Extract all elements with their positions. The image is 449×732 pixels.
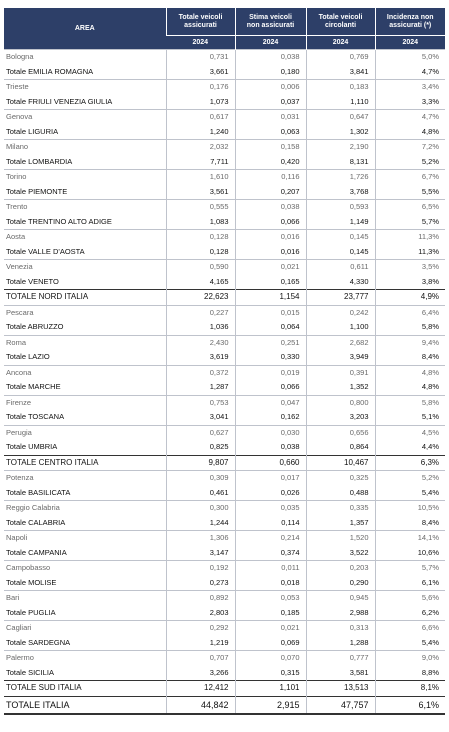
cell-incidence: 5,8% [375,320,445,335]
cell-incidence: 3,8% [375,275,445,290]
table-row-region-total [4,245,445,260]
cell-incidence: 6,6% [375,621,445,636]
cell-incidence: 10,5% [375,501,445,516]
cell-insured: 0,892 [166,591,235,606]
cell-area: Genova [4,110,166,125]
cell-uninsured: 0,660 [235,455,306,471]
cell-incidence: 4,8% [375,380,445,395]
cell-circulating: 0,242 [306,305,375,320]
cell-uninsured: 0,006 [235,80,306,95]
table-row-city [4,170,445,185]
table-row-macro-total [4,290,445,306]
header-area: AREA [4,8,166,50]
cell-incidence: 6,4% [375,305,445,320]
cell-incidence: 5,2% [375,155,445,170]
cell-area: Totale FRIULI VENEZIA GIULIA [6,96,113,106]
cell-circulating: 1,357 [306,516,375,531]
table-row-region-total [4,486,445,501]
cell-area: Totale VENETO [6,276,59,286]
cell-area: Roma [4,335,166,350]
cell-area: Torino [4,170,166,185]
cell-uninsured: 0,021 [235,260,306,275]
cell-area: Palermo [4,651,166,666]
cell-area: Potenza [4,471,166,486]
cell-insured: 0,461 [166,486,235,501]
cell-incidence: 11,3% [375,245,445,260]
cell-incidence: 11,3% [375,230,445,245]
cell-circulating: 1,352 [306,380,375,395]
table-row-city [4,531,445,546]
cell-insured: 1,083 [166,215,235,230]
cell-area: TOTALE ITALIA [4,696,166,714]
cell-insured: 1,610 [166,170,235,185]
cell-insured: 0,731 [166,50,235,65]
header-circulating: Totale veicoli circolanti [306,8,375,36]
cell-circulating: 8,131 [306,155,375,170]
cell-uninsured: 0,031 [235,110,306,125]
cell-circulating: 0,145 [306,230,375,245]
cell-area: Reggio Calabria [4,501,166,516]
table-row-region-total [4,380,445,395]
cell-incidence: 6,7% [375,170,445,185]
vehicles-table-container [4,8,445,715]
cell-area: Totale PUGLIA [6,607,56,617]
cell-circulating: 3,522 [306,546,375,561]
cell-uninsured: 0,018 [235,576,306,591]
cell-uninsured: 0,214 [235,531,306,546]
cell-uninsured: 0,330 [235,350,306,365]
cell-insured: 3,266 [166,666,235,681]
table-row-city [4,471,445,486]
cell-insured: 1,244 [166,516,235,531]
cell-area: Milano [4,140,166,155]
cell-incidence: 4,9% [375,290,445,306]
cell-uninsured: 2,915 [235,696,306,714]
cell-insured: 0,300 [166,501,235,516]
table-row-city [4,395,445,410]
insurance-vehicles-table [4,8,445,715]
cell-uninsured: 0,066 [235,215,306,230]
cell-insured: 0,825 [166,440,235,455]
cell-insured: 0,372 [166,365,235,380]
cell-circulating: 4,330 [306,275,375,290]
table-row-city [4,200,445,215]
cell-uninsured: 0,016 [235,245,306,260]
cell-uninsured: 0,180 [235,65,306,80]
cell-insured: 1,036 [166,320,235,335]
cell-area: Firenze [4,395,166,410]
cell-area: Trento [4,200,166,215]
table-row-region-total [4,576,445,591]
cell-incidence: 6,1% [375,576,445,591]
cell-insured: 0,555 [166,200,235,215]
cell-area: Totale CAMPANIA [6,547,67,557]
cell-incidence: 5,5% [375,185,445,200]
cell-uninsured: 0,017 [235,471,306,486]
cell-uninsured: 0,038 [235,440,306,455]
cell-area: TOTALE SUD ITALIA [4,681,166,697]
cell-circulating: 10,467 [306,455,375,471]
cell-insured: 12,412 [166,681,235,697]
cell-area: Totale PIEMONTE [6,186,68,196]
cell-incidence: 6,3% [375,455,445,471]
cell-insured: 1,219 [166,636,235,651]
cell-insured: 2,430 [166,335,235,350]
cell-area: Totale TOSCANA [6,412,65,421]
cell-circulating: 2,190 [306,140,375,155]
cell-circulating: 0,864 [306,440,375,455]
cell-uninsured: 0,114 [235,516,306,531]
cell-insured: 0,176 [166,80,235,95]
cell-incidence: 5,7% [375,215,445,230]
cell-insured: 44,842 [166,696,235,714]
cell-circulating: 0,800 [306,395,375,410]
cell-uninsured: 0,030 [235,425,306,440]
table-row-city [4,591,445,606]
cell-uninsured: 0,038 [235,200,306,215]
cell-circulating: 13,513 [306,681,375,697]
cell-insured: 3,661 [166,65,235,80]
table-row-region-total [4,275,445,290]
cell-area: Pescara [4,305,166,320]
cell-incidence: 5,0% [375,50,445,65]
cell-circulating: 1,110 [306,95,375,110]
table-row-grand-total [4,696,445,714]
cell-circulating: 0,611 [306,260,375,275]
table-row-region-total [4,185,445,200]
cell-uninsured: 0,063 [235,125,306,140]
cell-insured: 9,807 [166,455,235,471]
header-insured: Totale veicoli assicurati [166,8,235,36]
cell-circulating: 0,769 [306,50,375,65]
cell-incidence: 4,8% [375,365,445,380]
cell-uninsured: 0,207 [235,185,306,200]
cell-uninsured: 0,015 [235,305,306,320]
cell-insured: 0,128 [166,245,235,260]
cell-area: Totale CALABRIA [6,517,66,527]
cell-uninsured: 0,070 [235,651,306,666]
cell-area: Totale UMBRIA [6,442,58,451]
header-year: 2024 [235,36,306,50]
cell-incidence: 3,4% [375,80,445,95]
cell-incidence: 4,5% [375,425,445,440]
cell-area: Bari [4,591,166,606]
table-row-city [4,561,445,576]
cell-uninsured: 0,374 [235,546,306,561]
cell-incidence: 6,5% [375,200,445,215]
cell-area: TOTALE CENTRO ITALIA [4,455,166,471]
cell-insured: 3,147 [166,546,235,561]
table-row-region-total [4,516,445,531]
header-year: 2024 [306,36,375,50]
table-row-city [4,365,445,380]
cell-area: Cagliari [4,621,166,636]
cell-insured: 1,073 [166,95,235,110]
cell-insured: 1,306 [166,531,235,546]
cell-circulating: 0,488 [306,486,375,501]
cell-incidence: 8,1% [375,681,445,697]
table-row-region-total [4,95,445,110]
cell-incidence: 4,4% [375,440,445,455]
cell-circulating: 0,593 [306,200,375,215]
table-row-region-total [4,636,445,651]
cell-uninsured: 1,101 [235,681,306,697]
cell-incidence: 5,2% [375,471,445,486]
cell-incidence: 7,2% [375,140,445,155]
table-row-city [4,501,445,516]
cell-circulating: 1,149 [306,215,375,230]
cell-circulating: 1,726 [306,170,375,185]
table-row-city [4,50,445,65]
cell-circulating: 3,203 [306,410,375,425]
cell-area: Ancona [4,365,166,380]
table-row-region-total [4,546,445,561]
cell-uninsured: 0,069 [235,636,306,651]
cell-uninsured: 0,064 [235,320,306,335]
cell-circulating: 2,988 [306,606,375,621]
cell-circulating: 0,203 [306,561,375,576]
cell-uninsured: 0,185 [235,606,306,621]
cell-circulating: 0,335 [306,501,375,516]
cell-incidence: 5,1% [375,410,445,425]
cell-uninsured: 0,165 [235,275,306,290]
cell-uninsured: 0,162 [235,410,306,425]
cell-area: Totale BASILICATA [6,487,71,497]
cell-area: Totale TRENTINO ALTO ADIGE [6,216,112,226]
cell-circulating: 1,302 [306,125,375,140]
cell-circulating: 0,325 [306,471,375,486]
cell-area: Totale LAZIO [6,352,50,361]
cell-incidence: 6,2% [375,606,445,621]
cell-insured: 0,753 [166,395,235,410]
cell-insured: 0,309 [166,471,235,486]
cell-area: Trieste [4,80,166,95]
cell-circulating: 0,945 [306,591,375,606]
cell-area: Totale MARCHE [6,382,61,391]
cell-incidence: 5,4% [375,636,445,651]
cell-insured: 0,627 [166,425,235,440]
cell-incidence: 4,8% [375,125,445,140]
table-row-city [4,140,445,155]
table-row-city [4,335,445,350]
table-row-region-total [4,606,445,621]
table-row-macro-total [4,681,445,697]
cell-insured: 4,165 [166,275,235,290]
header-year: 2024 [375,36,445,50]
table-row-region-total [4,666,445,681]
cell-incidence: 8,4% [375,516,445,531]
cell-uninsured: 0,116 [235,170,306,185]
cell-incidence: 9,4% [375,335,445,350]
cell-insured: 0,128 [166,230,235,245]
cell-incidence: 6,1% [375,696,445,714]
cell-area: Totale LOMBARDIA [6,156,73,166]
cell-area: Totale LIGURIA [6,126,59,136]
cell-insured: 1,240 [166,125,235,140]
table-row-region-total [4,125,445,140]
cell-area: Totale EMILIA ROMAGNA [6,66,94,76]
cell-circulating: 0,391 [306,365,375,380]
cell-circulating: 0,656 [306,425,375,440]
cell-incidence: 5,8% [375,395,445,410]
cell-circulating: 0,290 [306,576,375,591]
cell-uninsured: 0,026 [235,486,306,501]
cell-incidence: 8,4% [375,350,445,365]
cell-uninsured: 0,420 [235,155,306,170]
cell-incidence: 14,1% [375,531,445,546]
table-row-city [4,621,445,636]
cell-circulating: 0,647 [306,110,375,125]
cell-circulating: 0,313 [306,621,375,636]
cell-insured: 0,707 [166,651,235,666]
table-row-region-total [4,440,445,455]
cell-circulating: 3,768 [306,185,375,200]
cell-incidence: 5,6% [375,591,445,606]
cell-insured: 2,803 [166,606,235,621]
table-row-city [4,425,445,440]
table-row-city [4,651,445,666]
cell-circulating: 1,288 [306,636,375,651]
cell-insured: 3,561 [166,185,235,200]
cell-incidence: 3,3% [375,95,445,110]
header-year: 2024 [166,36,235,50]
header-uninsured-estimate: Stima veicoli non assicurati [235,8,306,36]
cell-circulating: 47,757 [306,696,375,714]
cell-circulating: 1,520 [306,531,375,546]
cell-incidence: 8,8% [375,666,445,681]
table-row-city [4,260,445,275]
cell-incidence: 3,5% [375,260,445,275]
cell-insured: 0,617 [166,110,235,125]
cell-uninsured: 0,047 [235,395,306,410]
cell-area: Perugia [4,425,166,440]
cell-insured: 0,273 [166,576,235,591]
cell-uninsured: 1,154 [235,290,306,306]
table-row-region-total [4,320,445,335]
cell-insured: 0,590 [166,260,235,275]
cell-incidence: 4,7% [375,65,445,80]
table-row-city [4,110,445,125]
table-row-macro-total [4,455,445,471]
cell-area: Totale MOLISE [6,577,57,587]
cell-area: Totale VALLE D'AOSTA [6,246,85,256]
table-row-region-total [4,155,445,170]
cell-insured: 3,041 [166,410,235,425]
cell-circulating: 0,777 [306,651,375,666]
cell-uninsured: 0,021 [235,621,306,636]
header-uninsured-share: Incidenza non assicurati (*) [375,8,445,36]
table-row-region-total [4,350,445,365]
cell-uninsured: 0,019 [235,365,306,380]
table-row-city [4,230,445,245]
cell-area: Venezia [4,260,166,275]
cell-circulating: 3,581 [306,666,375,681]
cell-circulating: 3,949 [306,350,375,365]
cell-area: Totale ABRUZZO [6,322,64,331]
table-row-region-total [4,65,445,80]
cell-uninsured: 0,066 [235,380,306,395]
cell-insured: 22,623 [166,290,235,306]
table-body [4,50,445,714]
cell-area: Bologna [4,50,166,65]
cell-insured: 1,287 [166,380,235,395]
cell-area: Totale SICILIA [6,667,54,677]
cell-circulating: 1,100 [306,320,375,335]
cell-circulating: 3,841 [306,65,375,80]
cell-uninsured: 0,037 [235,95,306,110]
cell-incidence: 9,0% [375,651,445,666]
cell-uninsured: 0,016 [235,230,306,245]
cell-circulating: 0,183 [306,80,375,95]
cell-insured: 2,032 [166,140,235,155]
cell-uninsured: 0,038 [235,50,306,65]
cell-insured: 0,292 [166,621,235,636]
cell-uninsured: 0,315 [235,666,306,681]
cell-area: TOTALE NORD ITALIA [4,290,166,306]
cell-uninsured: 0,251 [235,335,306,350]
cell-area: Aosta [4,230,166,245]
cell-insured: 0,227 [166,305,235,320]
table-row-region-total [4,410,445,425]
cell-area: Campobasso [4,561,166,576]
cell-circulating: 2,682 [306,335,375,350]
cell-insured: 0,192 [166,561,235,576]
cell-incidence: 10,6% [375,546,445,561]
cell-incidence: 4,7% [375,110,445,125]
cell-area: Napoli [4,531,166,546]
cell-circulating: 23,777 [306,290,375,306]
cell-insured: 7,711 [166,155,235,170]
cell-uninsured: 0,011 [235,561,306,576]
cell-incidence: 5,4% [375,486,445,501]
table-row-region-total [4,215,445,230]
cell-uninsured: 0,053 [235,591,306,606]
cell-uninsured: 0,035 [235,501,306,516]
cell-area: Totale SARDEGNA [6,637,71,647]
cell-uninsured: 0,158 [235,140,306,155]
table-row-city [4,305,445,320]
cell-incidence: 5,7% [375,561,445,576]
table-row-city [4,80,445,95]
cell-circulating: 0,145 [306,245,375,260]
cell-insured: 3,619 [166,350,235,365]
